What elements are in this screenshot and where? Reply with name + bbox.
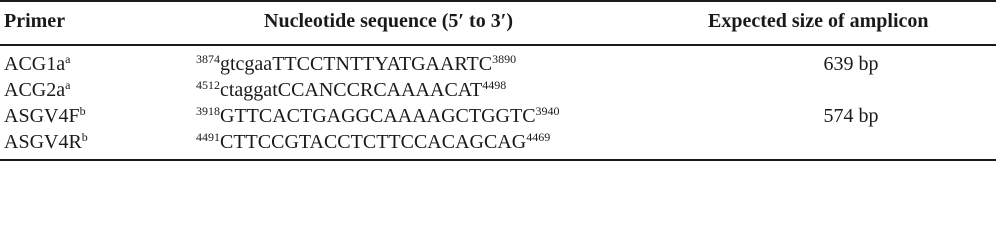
start-position: 3918 xyxy=(196,104,220,118)
sequence-text: CTTCCGTACCTCTTCCACAGCAG xyxy=(220,131,527,153)
sequence-cell xyxy=(196,103,560,129)
primer-name: $ACG1a^a$ xyxy=(4,52,71,75)
header-rule xyxy=(0,44,996,46)
start-position: 4491 xyxy=(196,130,220,144)
table-row xyxy=(0,103,996,129)
sequence-cell xyxy=(196,77,506,103)
primer-footnote-mark: b xyxy=(81,130,88,144)
table-row xyxy=(0,129,996,155)
primer-footnote-mark: a xyxy=(65,52,71,66)
primer-name: $ASGV4F^b$ xyxy=(4,104,86,127)
header-sequence: Nucleotide sequence (5′ to 3′) xyxy=(264,10,513,32)
table-row xyxy=(0,77,996,103)
primer-footnote-mark: a xyxy=(65,78,71,92)
start-position: 4512 xyxy=(196,78,220,92)
end-position: 4469 xyxy=(526,130,551,144)
table-top-rule xyxy=(0,0,996,2)
primer-name: $ASGV4R^b$ xyxy=(4,130,88,153)
end-position: 3940 xyxy=(535,104,560,118)
primer-footnote-mark: b xyxy=(79,104,86,118)
amplicon-size: 574 bp xyxy=(823,105,879,127)
end-position: 4498 xyxy=(482,78,507,92)
sequence-text: gtcgaaTTCCTNTTYATGAARTC xyxy=(220,53,493,75)
table-bottom-rule xyxy=(0,159,996,161)
start-position: 3874 xyxy=(196,52,220,66)
table-row xyxy=(0,51,996,77)
header-primer: Primer xyxy=(4,10,66,32)
sequence-text: ctaggatCCANCCRCAAAACAT xyxy=(220,79,483,101)
end-position: 3890 xyxy=(492,52,517,66)
amplicon-size: 639 bp xyxy=(823,53,879,75)
sequence-cell xyxy=(196,129,550,155)
sequence-text: GTTCACTGAGGCAAAAGCTGGTC xyxy=(220,105,536,127)
sequence-cell xyxy=(196,51,516,77)
primer-name: $ACG2a^a$ xyxy=(4,78,71,101)
header-size: Expected size of amplicon xyxy=(708,10,929,32)
